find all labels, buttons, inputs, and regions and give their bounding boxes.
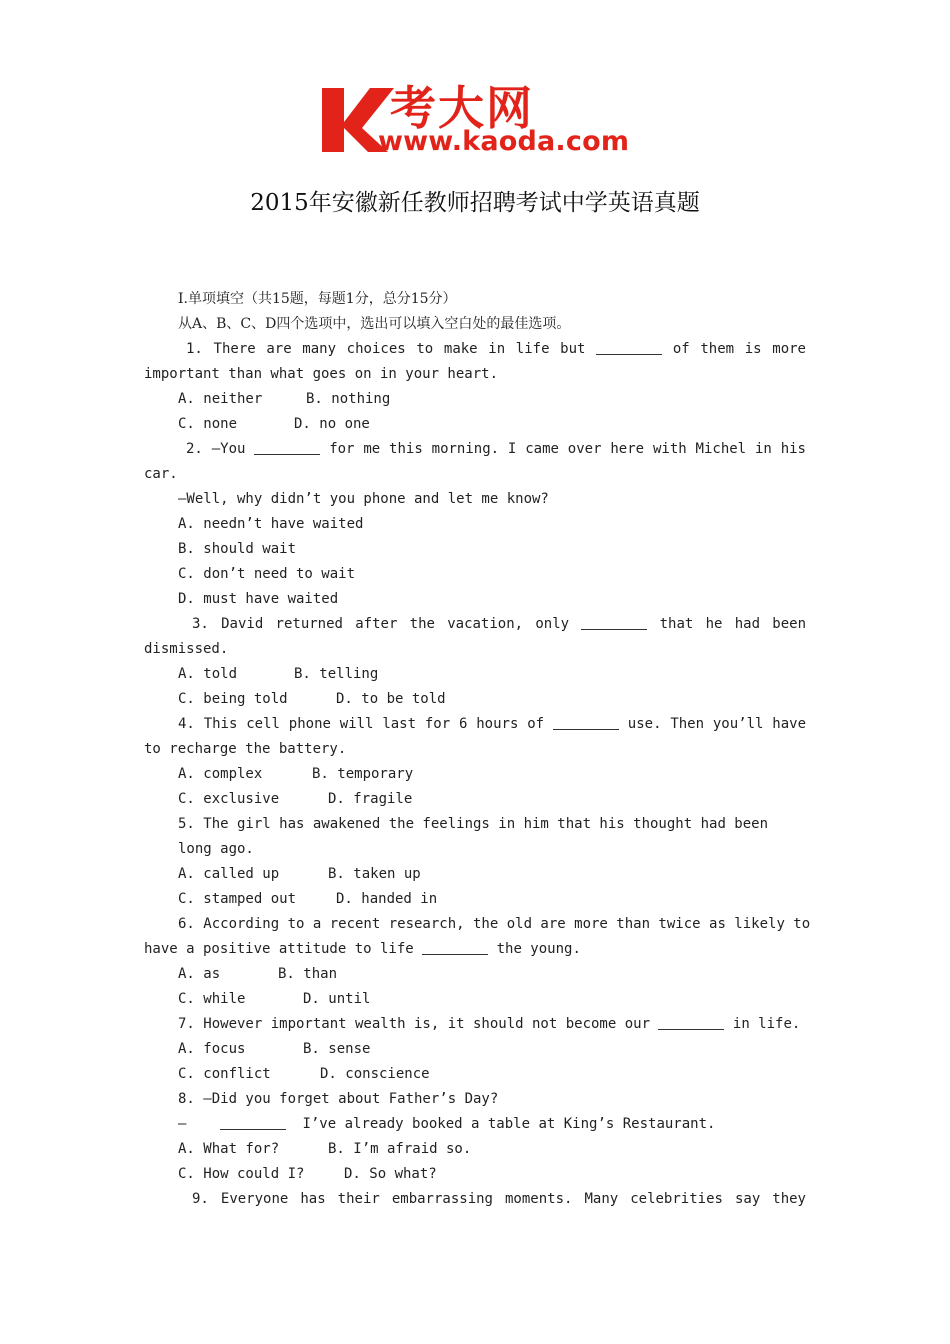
option-c: C. stamped out bbox=[178, 891, 297, 907]
option-d: D. until bbox=[303, 991, 371, 1007]
option-b: B. taken up bbox=[328, 866, 421, 882]
question-1-stem: 1. There are many choices to make in life but of them is more bbox=[186, 341, 806, 357]
question-8-options-row bbox=[144, 1162, 806, 1187]
question-7-options-row bbox=[144, 1062, 806, 1087]
option-b: B. telling bbox=[294, 666, 379, 682]
logo-chinese-text: 考大网 bbox=[390, 81, 534, 135]
option-b: B. nothing bbox=[306, 391, 391, 407]
answer-blank bbox=[596, 340, 662, 355]
option-c: C. exclusive bbox=[178, 791, 280, 807]
option-d: D. handed in bbox=[336, 891, 438, 907]
question-1-options-row bbox=[144, 412, 806, 437]
answer-blank bbox=[581, 615, 647, 630]
option-d: D. to be told bbox=[336, 691, 446, 707]
option-c: C. none bbox=[178, 416, 238, 432]
question-3-stem: 3. David returned after the vacation, only that he had been bbox=[192, 616, 807, 632]
option-a: A. What for? bbox=[178, 1141, 280, 1157]
option-b: B. sense bbox=[303, 1041, 371, 1057]
question-8-stem: 8. —Did you forget about Father’s Day? bbox=[178, 1091, 499, 1107]
option-c: C. being told bbox=[178, 691, 288, 707]
option-a: A. as bbox=[178, 966, 221, 982]
logo-url-text: www.kaoda.com bbox=[378, 126, 630, 157]
option-b: B. than bbox=[278, 966, 338, 982]
question-3-options-row bbox=[144, 662, 806, 687]
question-6-stem-cont: have a positive attitude to life the young. bbox=[144, 941, 581, 957]
option-c: C. while bbox=[178, 991, 246, 1007]
question-5-stem-cont: long ago. bbox=[178, 841, 254, 857]
answer-blank bbox=[220, 1115, 286, 1130]
question-1-stem-cont: important than what goes on in your heart. bbox=[144, 366, 499, 382]
question-4-options-row bbox=[144, 762, 806, 787]
section-heading: I.单项填空（共15题，每题1分，总分15分） bbox=[178, 291, 457, 307]
option-a: A. told bbox=[178, 666, 238, 682]
question-3-options-row bbox=[144, 687, 806, 712]
question-1-options-row bbox=[144, 387, 806, 412]
question-5-options-row bbox=[144, 862, 806, 887]
option-b: B. temporary bbox=[312, 766, 414, 782]
option-a: A. complex bbox=[178, 766, 263, 782]
question-8-options-row bbox=[144, 1137, 806, 1162]
option-d: D. fragile bbox=[328, 791, 413, 807]
option-b: B. I’m afraid so. bbox=[328, 1141, 472, 1157]
option-c: C. How could I? bbox=[178, 1166, 305, 1182]
question-6-options-row bbox=[144, 987, 806, 1012]
answer-blank bbox=[254, 440, 320, 455]
exam-body bbox=[144, 287, 811, 1212]
question-9-stem: 9. Everyone has their embarrassing moments. Many celebrities say they bbox=[192, 1191, 806, 1207]
option-a: A. needn’t have waited bbox=[178, 516, 364, 532]
option-d: D. So what? bbox=[344, 1166, 437, 1182]
option-d: D. no one bbox=[294, 416, 370, 432]
question-5-options-row bbox=[144, 887, 806, 912]
option-c: C. don’t need to wait bbox=[178, 566, 356, 582]
question-4-stem-cont: to recharge the battery. bbox=[144, 741, 347, 757]
answer-blank bbox=[553, 715, 619, 730]
question-5-stem: 5. The girl has awakened the feelings in him that his thought had been bbox=[178, 816, 769, 832]
answer-blank bbox=[658, 1015, 724, 1030]
question-6-options-row bbox=[144, 962, 806, 987]
question-4-options-row bbox=[144, 787, 806, 812]
question-4-stem: 4. This cell phone will last for 6 hours of use. Then you’ll have bbox=[178, 716, 806, 732]
option-b: B. should wait bbox=[178, 541, 297, 557]
question-2-stem: 2. —You for me this morning. I came over here with Michel in his bbox=[186, 441, 806, 457]
question-7-options-row bbox=[144, 1037, 806, 1062]
option-d: D. conscience bbox=[320, 1066, 430, 1082]
answer-blank bbox=[422, 940, 488, 955]
option-a: A. called up bbox=[178, 866, 280, 882]
option-a: A. focus bbox=[178, 1041, 246, 1057]
question-2-dialogue: —Well, why didn’t you phone and let me know? bbox=[178, 491, 549, 507]
question-7-stem: 7. However important wealth is, it should not become our in life. bbox=[178, 1016, 801, 1032]
option-c: C. conflict bbox=[178, 1066, 271, 1082]
question-3-stem-cont: dismissed. bbox=[144, 641, 229, 657]
question-2-stem-cont: car. bbox=[144, 466, 178, 482]
kaoda-logo bbox=[318, 78, 638, 162]
page-title: 2015年安徽新任教师招聘考试中学英语真题 bbox=[250, 190, 700, 216]
question-6-stem: 6. According to a recent research, the old are more than twice as likely to bbox=[178, 916, 811, 932]
option-d: D. must have waited bbox=[178, 591, 339, 607]
option-a: A. neither bbox=[178, 391, 263, 407]
section-instruction: 从A、B、C、D四个选项中，选出可以填入空白处的最佳选项。 bbox=[178, 316, 571, 332]
question-8-dialogue: — I’ve already booked a table at King’s Restaurant. bbox=[178, 1116, 716, 1132]
